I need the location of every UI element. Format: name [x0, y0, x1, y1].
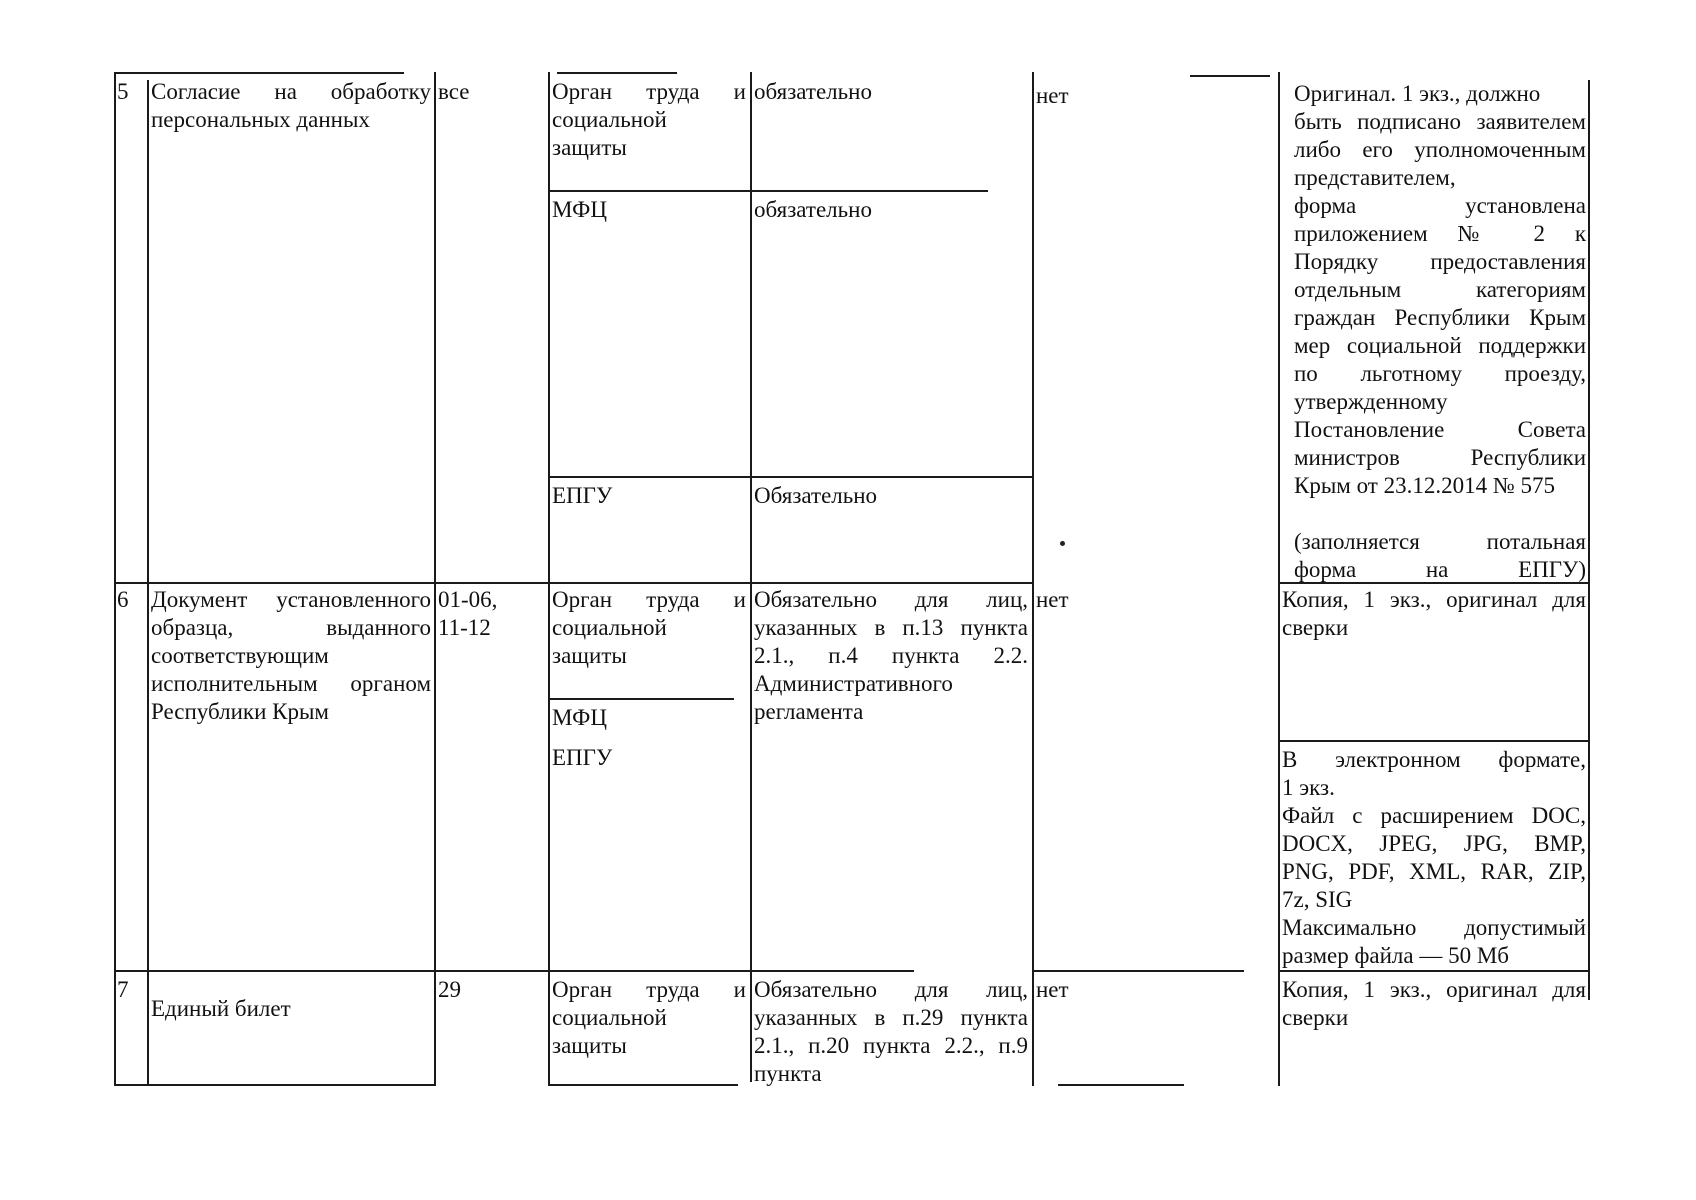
channel-name: Орган труда и социальной защиты	[552, 977, 746, 1058]
channel-requirement: Обязательно	[754, 483, 878, 508]
required-flag: нет	[1036, 83, 1069, 108]
channel-name: МФЦ	[552, 705, 607, 730]
channel-name: ЕПГУ	[552, 483, 613, 508]
required-flag: нет	[1036, 587, 1069, 612]
channel-requirement: Обязательно для лиц, указанных в п.13 пункта 2.1., п.4 пункта 2.2. Административного регламента	[754, 587, 1028, 724]
applicant-category: 01-06, 11-12	[438, 587, 498, 640]
channel-name: МФЦ	[552, 197, 607, 222]
applicant-category: 29	[438, 977, 461, 1002]
document-notes: Копия, 1 экз., оригинал для сверки	[1282, 977, 1586, 1030]
channel-requirement: обязательно	[754, 197, 872, 222]
row-number: 6	[117, 587, 129, 612]
electronic-format-notes: В электронном формате, 1 экз. Файл с расширением DOC, DOCX, JPEG, JPG, BMP, PNG, PDF, XML, RAR, ZIP, 7z, SIG Максимально допустимый размер файла — 50 Мб	[1282, 747, 1586, 968]
document-name: Единый билет	[151, 996, 291, 1021]
document-name: Согласие на обработку персональных данных	[151, 79, 431, 132]
channel-requirement: Обязательно для лиц, указанных в п.29 пункта 2.1., п.20 пункта 2.2., п.9 пункта	[754, 977, 1028, 1086]
stray-mark	[1060, 541, 1065, 546]
channel-requirement: обязательно	[754, 79, 872, 104]
applicant-category: все	[438, 79, 470, 104]
channel-name: Орган труда и социальной защиты	[552, 79, 746, 160]
document-notes: Копия, 1 экз., оригинал для сверки	[1282, 587, 1586, 640]
row-number: 5	[117, 79, 129, 104]
document-notes: Оригинал. 1 экз., должно быть подписано заявителем либо его уполномоченным представителем, форма установлена приложением № 2 к Порядку предоставления отдельным категориям граждан Республики Крым мер социальной поддержки по льготному проезду, утвержденному Постановление Совета министров Республики Крым от 23.12.2014 № 575 (заполняется потальная форма на ЕПГУ)	[1294, 81, 1586, 582]
required-flag: нет	[1036, 977, 1069, 1002]
row-number: 7	[117, 977, 129, 1002]
document-name: Документ установленного образца, выданного соответствующим исполнительным органом Республики Крым	[151, 587, 431, 724]
channel-name: ЕПГУ	[552, 745, 613, 770]
channel-name: Орган труда и социальной защиты	[552, 587, 746, 668]
